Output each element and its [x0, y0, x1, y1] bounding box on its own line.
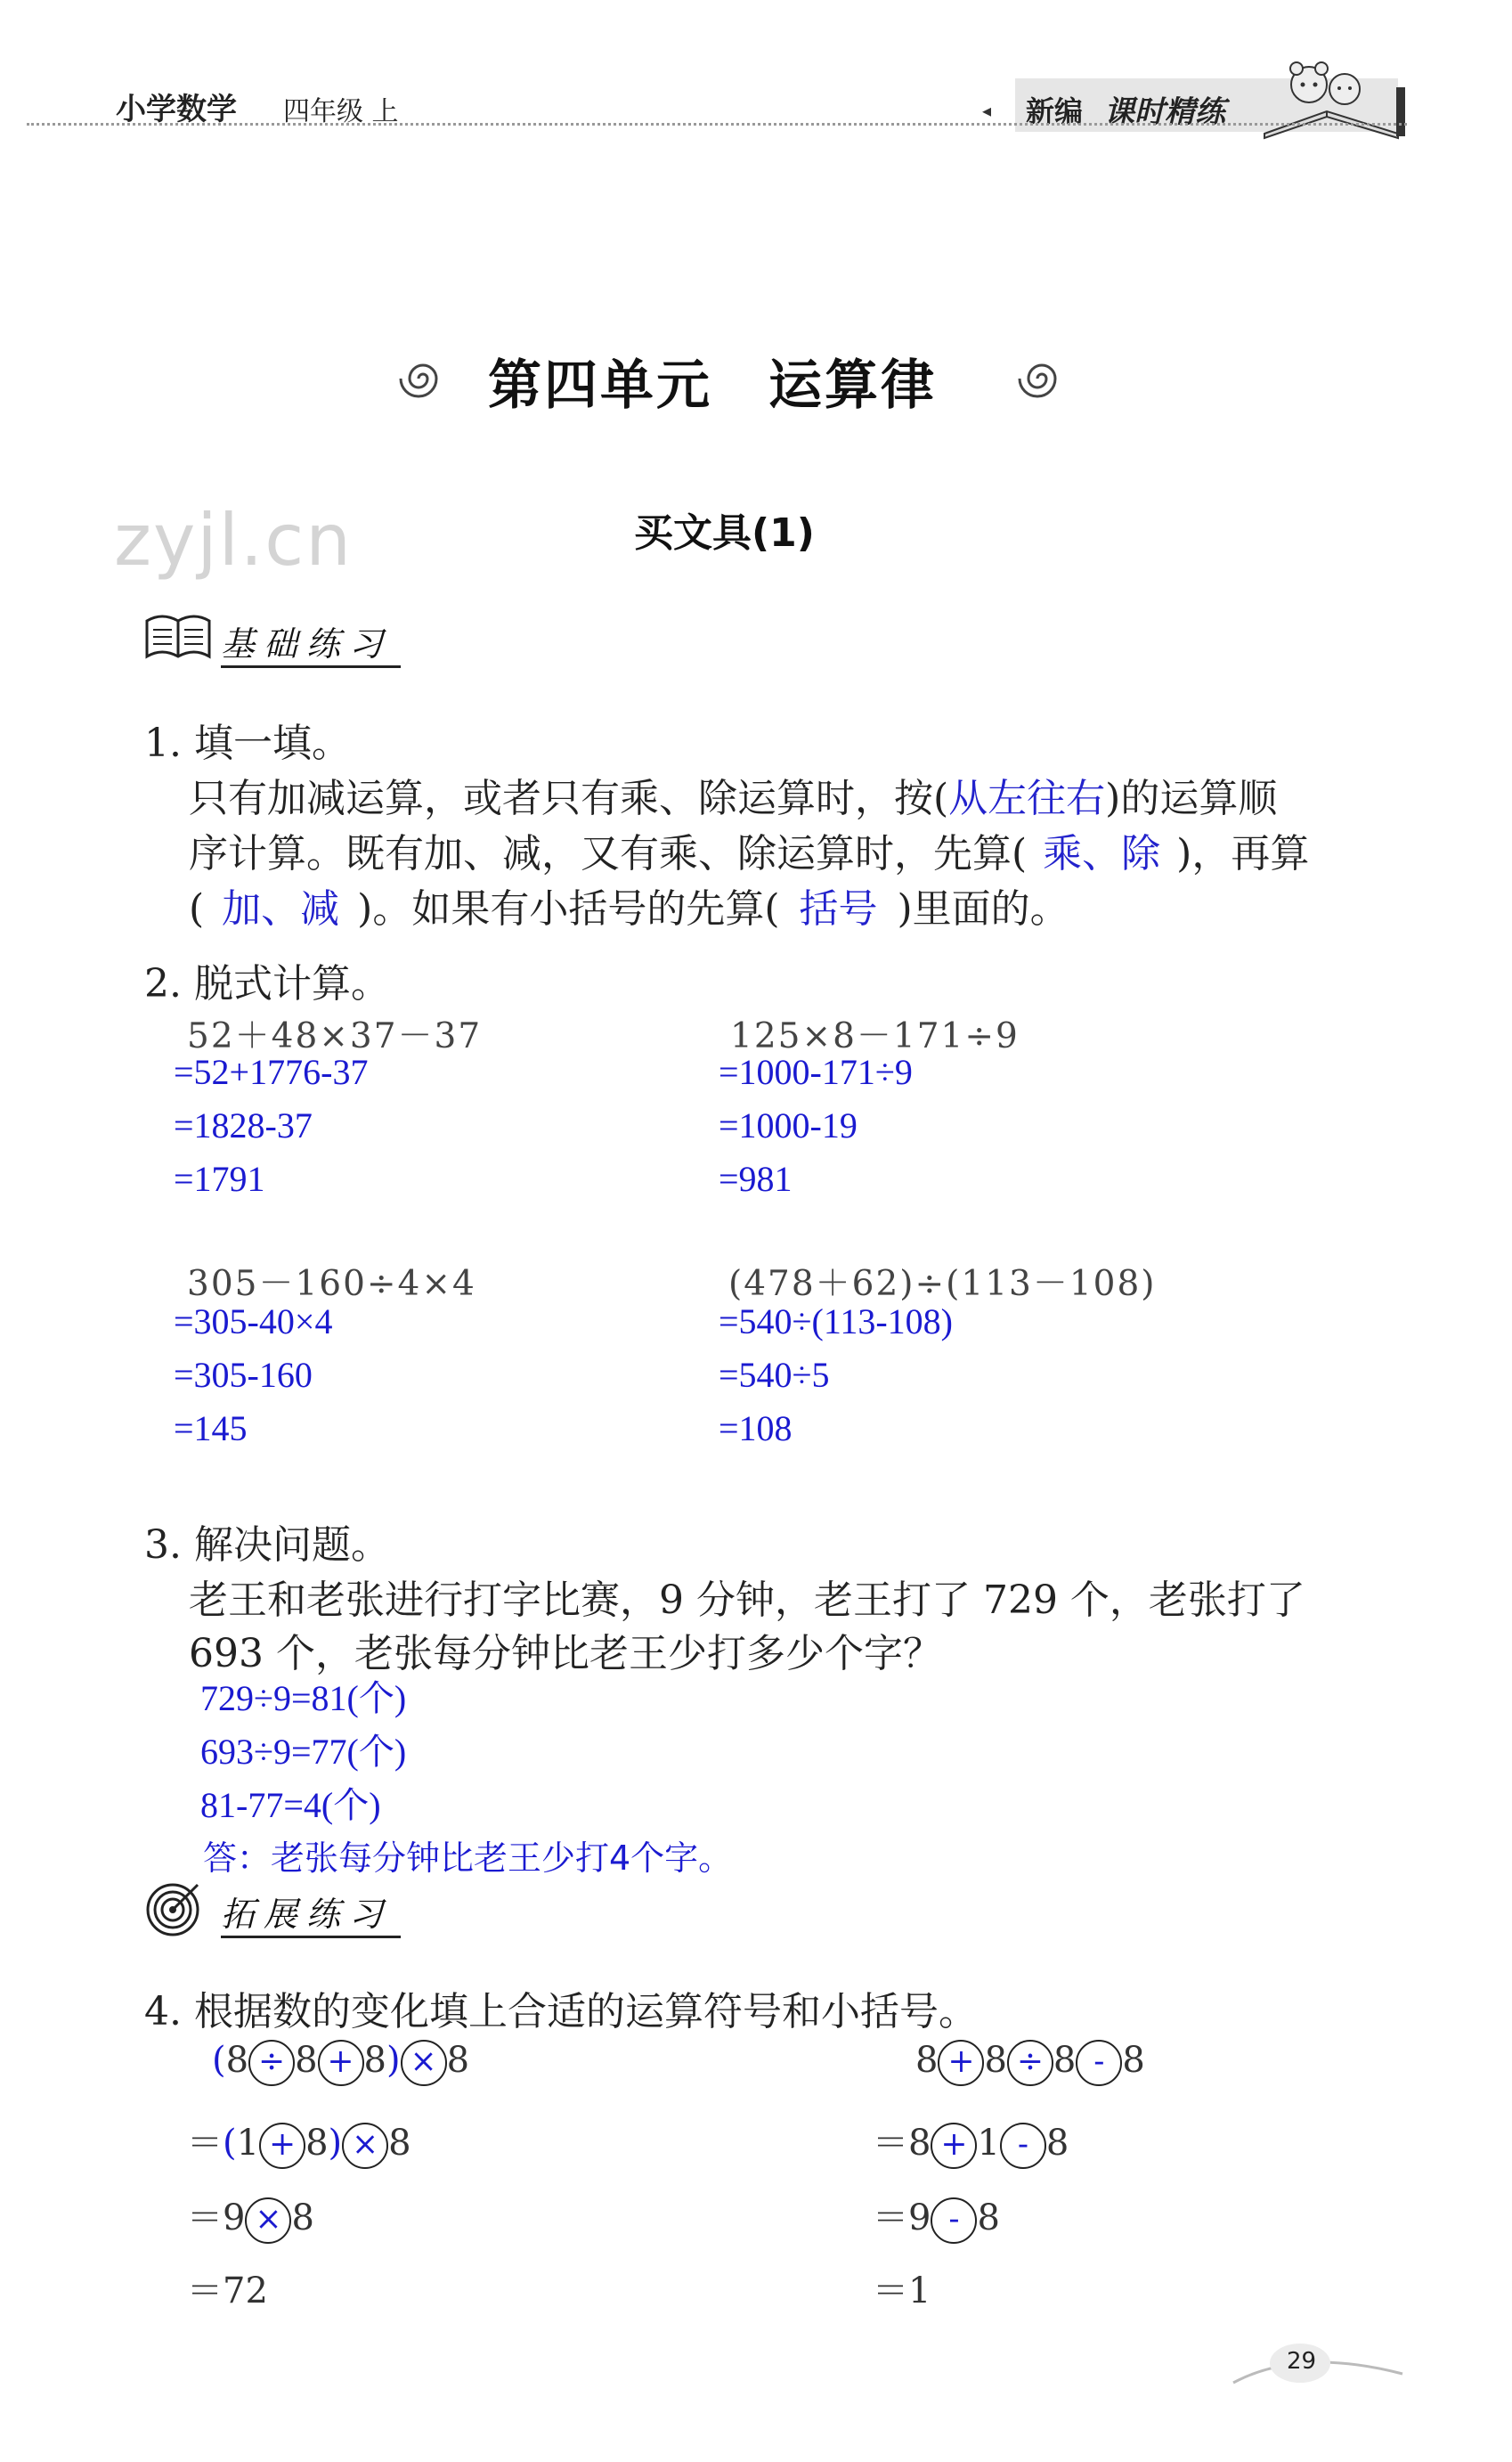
series-title: 课时精练 — [1104, 94, 1225, 130]
q3-line2: 693 个，老张每分钟比老王少打多少个字？ — [189, 1631, 942, 1676]
num: 8 — [225, 2040, 249, 2081]
page-number: 29 — [1287, 2348, 1317, 2375]
operator-circle: × — [342, 2123, 388, 2169]
q2-p4-step: =540÷5 — [719, 1355, 830, 1395]
operator-circle: × — [245, 2197, 291, 2244]
q1-text: 只有加减运算，或者只有乘、除运算时，按( — [189, 776, 949, 821]
q2-p2-step: =981 — [719, 1159, 793, 1199]
q2-p3-step: =305-160 — [174, 1355, 313, 1395]
num: 8 — [1053, 2040, 1077, 2081]
operator-circle: + — [318, 2040, 364, 2086]
equals: ＝ — [873, 2123, 908, 2164]
lesson-title: 买文具(1) — [634, 510, 815, 556]
num: 8 — [446, 2040, 470, 2081]
operator-circle: - — [931, 2197, 977, 2244]
q3-answer: 729÷9=81(个) — [200, 1678, 407, 1718]
q2-p2-step: =1000-171÷9 — [719, 1052, 913, 1092]
paren-open: ( — [212, 2040, 226, 2081]
section-extend: 拓展练习 — [221, 1887, 401, 1938]
paren-close: ) — [328, 2123, 343, 2164]
book-bear-icon — [1256, 49, 1407, 151]
num: 8 — [363, 2040, 386, 2081]
num: 8 — [1122, 2040, 1145, 2081]
operator-circle: + — [931, 2123, 977, 2169]
q4-left-row4: ＝72 — [187, 2270, 268, 2311]
num: 1 — [977, 2123, 1000, 2164]
q1-text: 序计算。既有加、减，又有乘、除运算时，先算( — [189, 831, 1028, 876]
num: 8 — [388, 2123, 411, 2164]
section-basic: 基础练习 — [221, 616, 401, 668]
arrow-left-icon: ◂ — [982, 100, 992, 121]
q3-answer: 81-77=4(个) — [200, 1785, 381, 1825]
q1-label: 1. 填一填。 — [144, 721, 351, 766]
q1-text: )，再算 — [1176, 831, 1310, 876]
grade-label: 四年级 上 — [283, 96, 399, 127]
equals: ＝ — [187, 2123, 223, 2164]
q1-line2 — [189, 821, 1309, 878]
num: 8 — [1045, 2123, 1069, 2164]
q2-p3-step: =145 — [174, 1408, 248, 1448]
q1-answer: 加、减 — [222, 886, 340, 932]
q1-line1 — [189, 766, 1277, 823]
q4-right-row2 — [873, 2115, 1069, 2169]
book-title: 小学数学 — [116, 92, 237, 127]
num: 8 — [984, 2040, 1007, 2081]
unit-title: 第四单元 运算律 — [488, 355, 937, 417]
operator-circle: ÷ — [248, 2040, 295, 2086]
equals: ＝ — [873, 2197, 908, 2238]
paren-open: ( — [223, 2123, 237, 2164]
num: 9 — [908, 2197, 931, 2238]
q2-label: 2. 脱式计算。 — [144, 961, 390, 1007]
q1-text: )里面的。 — [897, 886, 1069, 932]
num: 8 — [295, 2040, 318, 2081]
open-book-icon — [142, 607, 214, 664]
q3-label: 3. 解决问题。 — [144, 1522, 390, 1568]
q2-p2-step: =1000-19 — [719, 1105, 858, 1145]
paren-close: ) — [386, 2040, 401, 2081]
q1-text: )。如果有小括号的先算( — [357, 886, 780, 932]
equals: ＝ — [187, 2197, 223, 2238]
header-bar — [1396, 87, 1405, 136]
operator-circle: + — [938, 2040, 984, 2086]
page-swoosh-icon — [1229, 2338, 1407, 2395]
swirl-left-icon — [396, 352, 450, 409]
q4-left-row1 — [212, 2040, 469, 2086]
watermark: zyjl.cn — [114, 499, 353, 582]
q4-right-row3 — [873, 2189, 1000, 2244]
q3-answer: 693÷9=77(个) — [200, 1732, 407, 1772]
q2-p3-step: =305-40×4 — [174, 1301, 333, 1341]
q1-answer: 从左往右 — [948, 776, 1106, 821]
q1-text: )的运算顺 — [1105, 776, 1278, 821]
q2-p1-step: =52+1776-37 — [174, 1052, 369, 1092]
q4-right-row1 — [915, 2040, 1145, 2086]
target-icon — [142, 1878, 205, 1944]
q4-label: 4. 根据数的变化填上合适的运算符号和小括号。 — [144, 1989, 978, 2034]
q1-answer: 括号 — [799, 886, 878, 932]
operator-circle: - — [1000, 2123, 1046, 2169]
q1-line3 — [189, 876, 1069, 933]
q2-p4-step: =540÷(113-108) — [719, 1301, 953, 1341]
operator-circle: - — [1076, 2040, 1122, 2086]
num: 1 — [236, 2123, 260, 2164]
q2-p1-step: =1791 — [174, 1159, 265, 1199]
q4-left-row2 — [187, 2115, 411, 2169]
q4-left-row3 — [187, 2189, 314, 2244]
num: 8 — [291, 2197, 314, 2238]
num: 8 — [977, 2197, 1000, 2238]
series-label: 新编 — [1026, 94, 1084, 128]
q3-final-answer: 答：老张每分钟比老王少打4个字。 — [203, 1838, 733, 1878]
operator-circle: + — [259, 2123, 305, 2169]
q2-p3-expr: 305－160÷4×4 — [187, 1264, 476, 1304]
operator-circle: × — [401, 2040, 447, 2086]
num: 8 — [915, 2040, 939, 2081]
q2-p1-step: =1828-37 — [174, 1105, 313, 1145]
swirl-right-icon — [1015, 352, 1069, 409]
q4-right-row4: ＝1 — [873, 2270, 931, 2311]
q1-answer: 乘、除 — [1043, 831, 1161, 876]
q1-text: ( — [189, 886, 205, 932]
header-rule — [27, 123, 1407, 126]
num: 9 — [223, 2197, 246, 2238]
num: 8 — [305, 2123, 329, 2164]
q2-p2-expr: 125×8－171÷9 — [730, 1016, 1020, 1056]
num: 8 — [908, 2123, 931, 2164]
q2-p4-expr: (478＋62)÷(113－108) — [728, 1264, 1157, 1304]
q2-p4-step: =108 — [719, 1408, 793, 1448]
q2-p1-expr: 52＋48×37－37 — [187, 1016, 483, 1056]
operator-circle: ÷ — [1007, 2040, 1053, 2086]
q3-line1: 老王和老张进行打字比赛，9 分钟，老王打了 729 个，老张打了 — [189, 1577, 1305, 1623]
